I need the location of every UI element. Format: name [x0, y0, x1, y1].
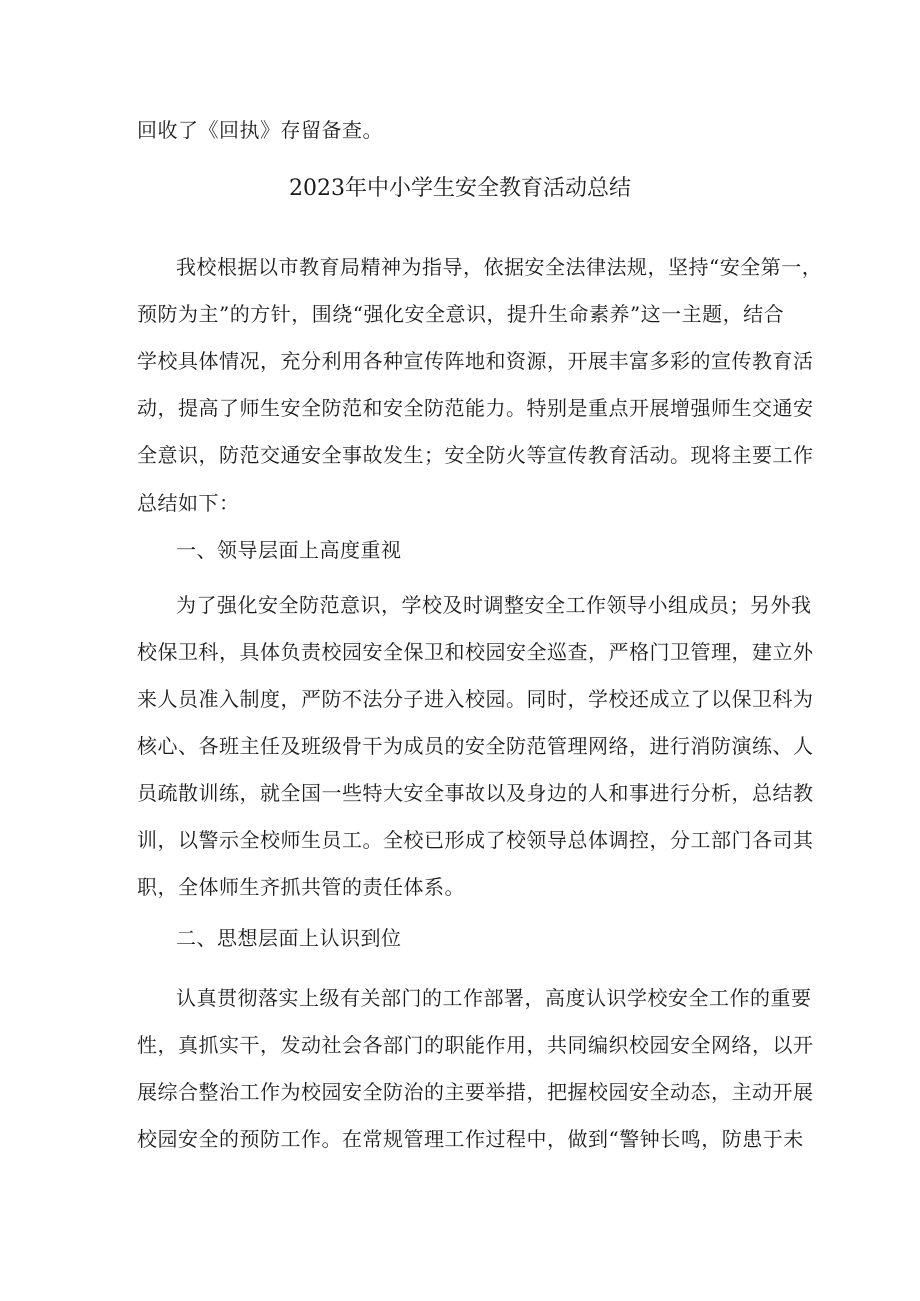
document-title: 2023年中小学生安全教育活动总结: [289, 176, 631, 201]
section-heading: 二、思想层面上认识到位: [176, 926, 402, 950]
section1-line: 员疏散训练，就全国一些特大安全事故以及身边的人和事进行分析，总结教: [137, 781, 814, 805]
section1-line: 校保卫科，具体负责校园安全保卫和校园安全巡查，严格门卫管理，建立外: [137, 640, 814, 664]
intro-line: 预防为主”的方针，围绕“强化安全意识，提升生命素养”这一主题，结合: [137, 302, 785, 326]
section1-line: 职，全体师生齐抓共管的责任体系。: [137, 875, 465, 899]
section1-line: 核心、各班主任及班级骨干为成员的安全防范管理网络，进行消防演练、人: [137, 734, 814, 758]
section2-line: 性，真抓实干，发动社会各部门的职能作用，共同编织校园安全网络，以开: [137, 1033, 814, 1057]
carryover-line: 回收了《回执》存留备查。: [137, 118, 383, 142]
section2-line: 校园安全的预防工作。在常规管理工作过程中，做到“警钟长鸣，防患于未: [137, 1127, 804, 1151]
section2-line: 认真贯彻落实上级有关部门的工作部署，高度认识学校安全工作的重要: [176, 986, 812, 1010]
section-heading: 一、领导层面上高度重视: [176, 538, 402, 562]
intro-line: 总结如下：: [137, 491, 240, 515]
section1-line: 训，以警示全校师生员工。全校已形成了校领导总体调控，分工部门各司其: [137, 828, 814, 852]
section1-line: 为了强化安全防范意识，学校及时调整安全工作领导小组成员；另外我: [176, 593, 812, 617]
intro-line: 动，提高了师生安全防范和安全防范能力。特别是重点开展增强师生交通安: [137, 396, 814, 420]
intro-line: 全意识，防范交通安全事故发生；安全防火等宣传教育活动。现将主要工作: [137, 443, 814, 467]
intro-line: 学校具体情况，充分利用各种宣传阵地和资源，开展丰富多彩的宣传教育活: [137, 349, 814, 373]
section1-line: 来人员准入制度，严防不法分子进入校园。同时，学校还成立了以保卫科为: [137, 687, 814, 711]
intro-line: 我校根据以市教育局精神为指导，依据安全法律法规，坚持“安全第一，: [176, 255, 823, 279]
section2-line: 展综合整治工作为校园安全防治的主要举措，把握校园安全动态，主动开展: [137, 1080, 814, 1104]
